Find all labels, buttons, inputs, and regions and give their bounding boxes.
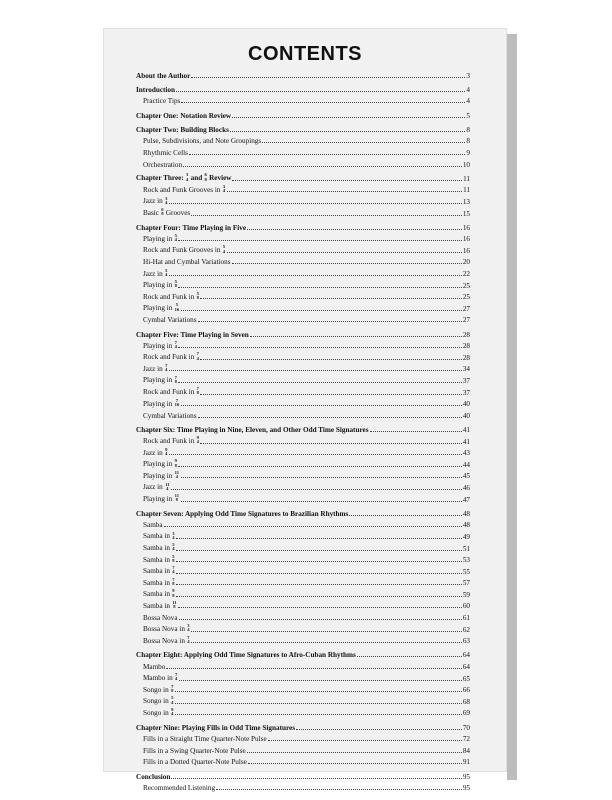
entry-page-number: 68 [462,697,470,706]
toc-section-entry[interactable] [136,492,470,504]
dot-leader [200,358,461,360]
entry-page-number: 95 [462,784,470,793]
toc-chapter-entry[interactable] [136,68,470,80]
dot-leader [169,202,462,204]
dot-leader [176,549,462,551]
toc-chapter-entry[interactable] [136,327,470,339]
entry-page-number: 28 [462,342,470,351]
dot-leader [262,141,465,143]
entry-page-number: 43 [462,449,470,458]
entry-title: Hi-Hat and Cymbal Variations [143,258,231,267]
toc-section-entry[interactable] [136,576,470,588]
toc-chapter-entry[interactable] [136,220,470,232]
entry-title: Playing in 5 4 [143,232,177,243]
entry-page-number: 64 [462,651,470,660]
time-signature: 5 8 [172,553,175,563]
entry-page-number: 37 [462,388,470,397]
toc-chapter-entry[interactable] [136,422,470,434]
entry-title: Playing in 9 8 [143,458,177,469]
dot-leader [248,762,462,764]
toc-section-entry[interactable] [136,469,470,481]
time-signature: 11 4 [165,481,170,491]
dot-leader [189,153,465,155]
dot-leader [181,500,462,502]
dot-leader [178,381,461,383]
entry-page-number: 72 [462,735,470,744]
entry-title: Rhythmic Cells [143,148,188,157]
time-signature: 7 4 [174,339,177,350]
dot-leader [176,572,462,574]
dot-leader [179,618,462,620]
entry-title: Samba in 7 8 [143,576,175,587]
toc-section-entry[interactable] [136,362,470,374]
entry-page-number: 27 [462,304,470,313]
entry-title: Rock and Funk in 7 8 [143,386,199,397]
dot-leader [178,465,461,467]
time-signature: 5 4 [222,244,226,254]
time-signature: 7 4 [187,634,190,645]
toc-section-entry[interactable] [136,755,470,767]
time-signature: 11 8 [174,493,179,503]
entry-title: Rock and Funk in 5 8 [143,290,199,301]
entry-title: Jazz in 3 4 [143,195,168,206]
toc-section-entry[interactable] [136,634,470,646]
dot-leader [198,320,462,322]
entry-page-number: 65 [462,674,470,683]
dot-leader [296,728,462,730]
entry-title: Bossa Nova [143,614,178,623]
entry-page-number: 95 [462,772,470,781]
entry-title: Fills in a Straight Time Quarter-Note Pulse [143,735,267,744]
entry-page-number: 69 [462,709,470,718]
toc-section-entry[interactable] [136,243,470,255]
time-signature: 5 16 [174,302,180,312]
dot-leader [179,679,462,681]
entry-title: Playing in 11 4 [143,469,179,480]
entry-page-number: 37 [462,377,470,385]
toc-section-entry[interactable] [136,145,470,157]
entry-page-number: 48 [462,521,470,530]
dot-leader [247,228,462,230]
time-signature: 5 4 [172,542,175,552]
dot-leader [200,442,461,444]
time-signature: 3 4 [165,195,168,205]
page-title: CONTENTS [248,43,362,65]
dot-leader [349,514,461,516]
entry-title: Conclusion [136,772,171,781]
entry-title: Samba [143,521,163,530]
toc-section-entry[interactable] [136,278,470,290]
toc-section-entry[interactable] [136,408,470,420]
dot-leader [191,630,462,632]
time-signature: 11 4 [174,469,179,480]
time-signature: 3 4 [172,530,175,540]
toc-section-entry[interactable] [136,480,470,492]
toc-section-entry[interactable] [136,671,470,683]
time-signature: 5 8 [196,290,199,301]
dot-leader [171,777,461,779]
toc-chapter-entry[interactable] [136,82,470,94]
time-signature: 9 4 [165,446,168,456]
toc-section-entry[interactable] [136,339,470,351]
entry-title: Samba in 11 8 [143,600,177,610]
dot-leader [169,453,462,455]
toc-section-entry[interactable] [136,781,470,793]
entry-title: Chapter One: Notation Review [136,111,232,120]
time-signature: 7 4 [165,363,168,373]
entry-title: Rock and Funk Grooves in 5 4 [143,244,226,255]
entry-page-number: 49 [462,532,470,541]
time-signature: 7 8 [172,576,175,587]
entry-page-number: 41 [462,425,470,434]
entry-page-number: 63 [462,637,470,646]
time-signature: 3 4 [222,183,226,194]
entry-title: Playing in 7 4 [143,339,177,350]
entry-page-number: 11 [463,186,470,195]
entry-title: Rock and Funk Grooves in 3 4 [143,183,226,194]
time-signature: 7 4 [172,565,175,575]
time-signature: 7 16 [174,397,180,407]
entry-page-number: 8 [466,125,470,134]
entry-title: Samba in 3 4 [143,530,175,541]
entry-page-number: 40 [462,400,470,409]
entry-page-number: 48 [462,509,470,518]
dot-leader [232,179,462,181]
time-signature: 9 4 [171,707,174,717]
dot-leader [200,393,461,395]
entry-title: Recommended Listening [143,784,216,793]
entry-page-number: 28 [462,353,470,362]
toc-chapter-entry[interactable] [136,171,470,183]
dot-leader [357,655,462,657]
dot-leader [181,404,462,406]
toc-chapter-entry[interactable] [136,648,470,660]
toc-section-entry[interactable] [136,301,470,313]
time-signature: 5 4 [174,232,177,243]
entry-page-number: 11 [463,174,470,183]
entry-page-number: 66 [462,686,470,695]
entry-page-number: 3 [466,71,470,80]
dot-leader [176,90,465,92]
dot-leader [232,262,462,264]
toc-chapter-entry[interactable] [136,720,470,732]
entry-title: Orchestration [143,160,183,169]
dot-leader [176,583,462,585]
toc-section-entry[interactable] [136,457,470,469]
entry-title: About the Author [136,71,191,80]
entry-title: Rock and Funk in 9 4 [143,435,199,446]
toc-section-entry[interactable] [136,564,470,576]
entry-title: Playing in 11 8 [143,493,179,503]
dot-leader [370,430,462,432]
entry-title: Playing in 7 8 [143,374,177,385]
entry-title: Songo in 5 4 [143,695,174,706]
dot-leader [181,476,462,478]
entry-title: Jazz in 7 4 [143,363,168,373]
dot-leader [230,130,466,132]
toc-section-entry[interactable] [136,290,470,302]
entry-title: Bossa Nova in 3 4 [143,623,190,634]
entry-title: Playing in 5 16 [143,302,180,313]
toc-section-entry[interactable] [136,183,470,195]
entry-title: Chapter Three: 3 4 and 6 8 Review [136,172,232,183]
time-signature: 9 8 [174,458,177,468]
entry-page-number: 25 [462,281,470,290]
entry-title: Cymbal Variations [143,316,197,325]
dot-leader [227,251,462,253]
entry-title: Playing in 7 16 [143,397,180,408]
toc-section-entry[interactable] [136,194,470,206]
dot-leader [232,116,465,118]
toc-section-entry[interactable] [136,385,470,397]
dot-leader [171,488,462,490]
toc-section-entry[interactable] [136,94,470,106]
entry-page-number: 61 [462,614,470,623]
dot-leader [176,595,462,597]
entry-title: Chapter Four: Time Playing in Five [136,223,247,232]
entry-page-number: 16 [462,246,470,255]
entry-title: Cymbal Variations [143,411,197,420]
entry-page-number: 4 [466,85,470,94]
entry-title: Chapter Two: Building Blocks [136,125,229,134]
toc-chapter-entry[interactable] [136,769,470,781]
toc-section-entry[interactable] [136,706,470,718]
dot-leader [175,690,462,692]
toc-section-entry[interactable] [136,434,470,446]
entry-page-number: 16 [462,235,470,244]
entry-page-number: 62 [462,625,470,634]
time-signature: 7 4 [175,672,178,682]
toc-section-entry[interactable] [136,622,470,634]
toc-section-entry[interactable] [136,397,470,409]
entry-page-number: 59 [462,590,470,599]
time-signature: 5 4 [165,267,168,277]
time-signature: 9 8 [172,588,175,598]
toc-chapter-entry[interactable] [136,122,470,134]
toc-section-entry[interactable] [136,587,470,599]
toc-page [103,28,507,793]
entry-title: Samba in 5 4 [143,542,175,552]
toc-section-entry[interactable] [136,683,470,695]
toc-section-entry[interactable] [136,157,470,169]
entry-page-number: 41 [462,437,470,446]
entry-title: Mambo in 7 4 [143,672,178,683]
entry-title: Fills in a Dotted Quarter-Note Pulse [143,758,247,767]
entry-page-number: 25 [462,293,470,302]
dot-leader [164,525,462,527]
dot-leader [178,239,461,241]
dot-leader [250,335,462,337]
entry-page-number: 55 [462,567,470,576]
entry-title: Introduction [136,85,176,94]
entry-title: Jazz in 9 4 [143,446,168,457]
entry-page-number: 28 [462,330,470,339]
entry-title: Songo in 9 4 [143,707,174,717]
entry-page-number: 20 [462,258,470,267]
toc-section-entry[interactable] [136,134,470,146]
entry-page-number: 57 [462,579,470,588]
entry-page-number: 64 [462,663,470,672]
dot-leader [178,346,461,348]
dot-leader [216,788,462,790]
dot-leader [169,369,462,371]
entry-page-number: 5 [466,111,470,120]
entry-page-number: 47 [462,495,470,504]
toc-section-entry[interactable] [136,659,470,671]
entry-page-number: 40 [462,411,470,420]
dot-leader [178,606,462,608]
dot-leader [169,274,462,276]
entry-title: Samba in 9 8 [143,588,175,599]
entry-page-number: 10 [462,160,470,169]
entry-title: Songo in 7 8 [143,683,174,694]
entry-page-number: 44 [462,460,470,469]
time-signature: 5 4 [171,695,174,705]
entry-page-number: 16 [462,223,470,232]
entry-title: Rock and Funk in 7 4 [143,351,199,362]
dot-leader [191,76,465,78]
entry-page-number: 15 [462,209,470,218]
toc-section-entry[interactable] [136,553,470,565]
entry-page-number: 13 [462,197,470,206]
entry-page-number: 8 [466,137,470,146]
time-signature: 7 8 [174,374,177,384]
toc-section-entry[interactable] [136,446,470,458]
entry-title: Chapter Six: Time Playing in Nine, Eleven, and Other Odd Time Signatures [136,425,369,434]
toc-section-entry[interactable] [136,610,470,622]
toc-section-entry[interactable] [136,255,470,267]
toc-section-entry[interactable] [136,694,470,706]
dot-leader [268,739,462,741]
toc-section-entry[interactable] [136,599,470,611]
dot-leader [175,702,462,704]
toc-section-entry[interactable] [136,743,470,755]
entry-title: Bossa Nova in 7 4 [143,634,190,645]
dot-leader [176,537,462,539]
time-signature: 7 8 [196,386,199,396]
toc-section-entry[interactable] [136,266,470,278]
entry-title: Basic 6 8 Grooves [143,207,191,217]
time-signature: 7 4 [196,351,199,361]
entry-page-number: 34 [462,365,470,374]
entry-title: Samba in 7 4 [143,565,175,576]
toc-section-entry[interactable] [136,206,470,218]
toc-section-entry[interactable] [136,529,470,541]
dot-leader [181,101,465,103]
dot-leader [198,416,462,418]
dot-leader [166,667,461,669]
time-signature: 5 8 [174,279,177,289]
toc-section-entry[interactable] [136,373,470,385]
entry-title: Chapter Nine: Playing Fills in Odd Time Signatures [136,723,296,732]
dot-leader [200,297,461,299]
dot-leader [191,214,462,216]
dot-leader [247,751,462,753]
time-signature: 3 4 [187,623,190,633]
time-signature: 3 4 [186,172,189,182]
dot-leader [191,641,462,643]
entry-page-number: 9 [466,148,470,157]
entry-title: Fills in a Swing Quarter-Note Pulse [143,746,246,755]
toc-section-entry[interactable] [136,350,470,362]
table-of-contents [136,68,470,792]
page-shadow [507,34,517,780]
entry-page-number: 27 [462,316,470,325]
dot-leader [178,286,461,288]
entry-page-number: 51 [462,544,470,553]
toc-chapter-entry[interactable] [136,506,470,518]
time-signature: 11 8 [172,600,177,610]
entry-page-number: 84 [462,746,470,755]
dot-leader [181,309,462,311]
entry-title: Practice Tips [143,97,181,106]
entry-page-number: 45 [462,472,470,481]
entry-title: Pulse, Subdivisions, and Note Groupings [143,137,262,146]
dot-leader [175,713,462,715]
toc-chapter-entry[interactable] [136,108,470,120]
entry-title: Chapter Eight: Applying Odd Time Signatures to Afro-Cuban Rhythms [136,651,356,660]
entry-page-number: 60 [462,602,470,611]
entry-page-number: 46 [462,483,470,492]
entry-title: Mambo [143,663,166,672]
toc-section-entry[interactable] [136,518,470,530]
toc-section-entry[interactable] [136,232,470,244]
entry-title: Samba in 5 8 [143,553,175,564]
dot-leader [176,560,462,562]
entry-page-number: 91 [462,758,470,767]
entry-page-number: 53 [462,556,470,565]
dot-leader [227,190,463,192]
entry-title: Chapter Five: Time Playing in Seven [136,330,249,339]
toc-section-entry[interactable] [136,541,470,553]
dot-leader [183,165,462,167]
toc-section-entry[interactable] [136,313,470,325]
entry-page-number: 4 [466,97,470,106]
entry-title: Playing in 5 8 [143,279,177,290]
toc-section-entry[interactable] [136,732,470,744]
entry-title: Jazz in 5 4 [143,267,168,278]
time-signature: 7 8 [171,683,174,694]
entry-page-number: 70 [462,723,470,732]
entry-page-number: 22 [462,270,470,279]
entry-title: Jazz in 11 4 [143,481,170,492]
time-signature: 6 8 [204,172,207,182]
time-signature: 9 4 [196,435,199,445]
time-signature: 6 8 [161,207,164,217]
entry-title: Chapter Seven: Applying Odd Time Signatures to Brazilian Rhythms [136,509,349,518]
